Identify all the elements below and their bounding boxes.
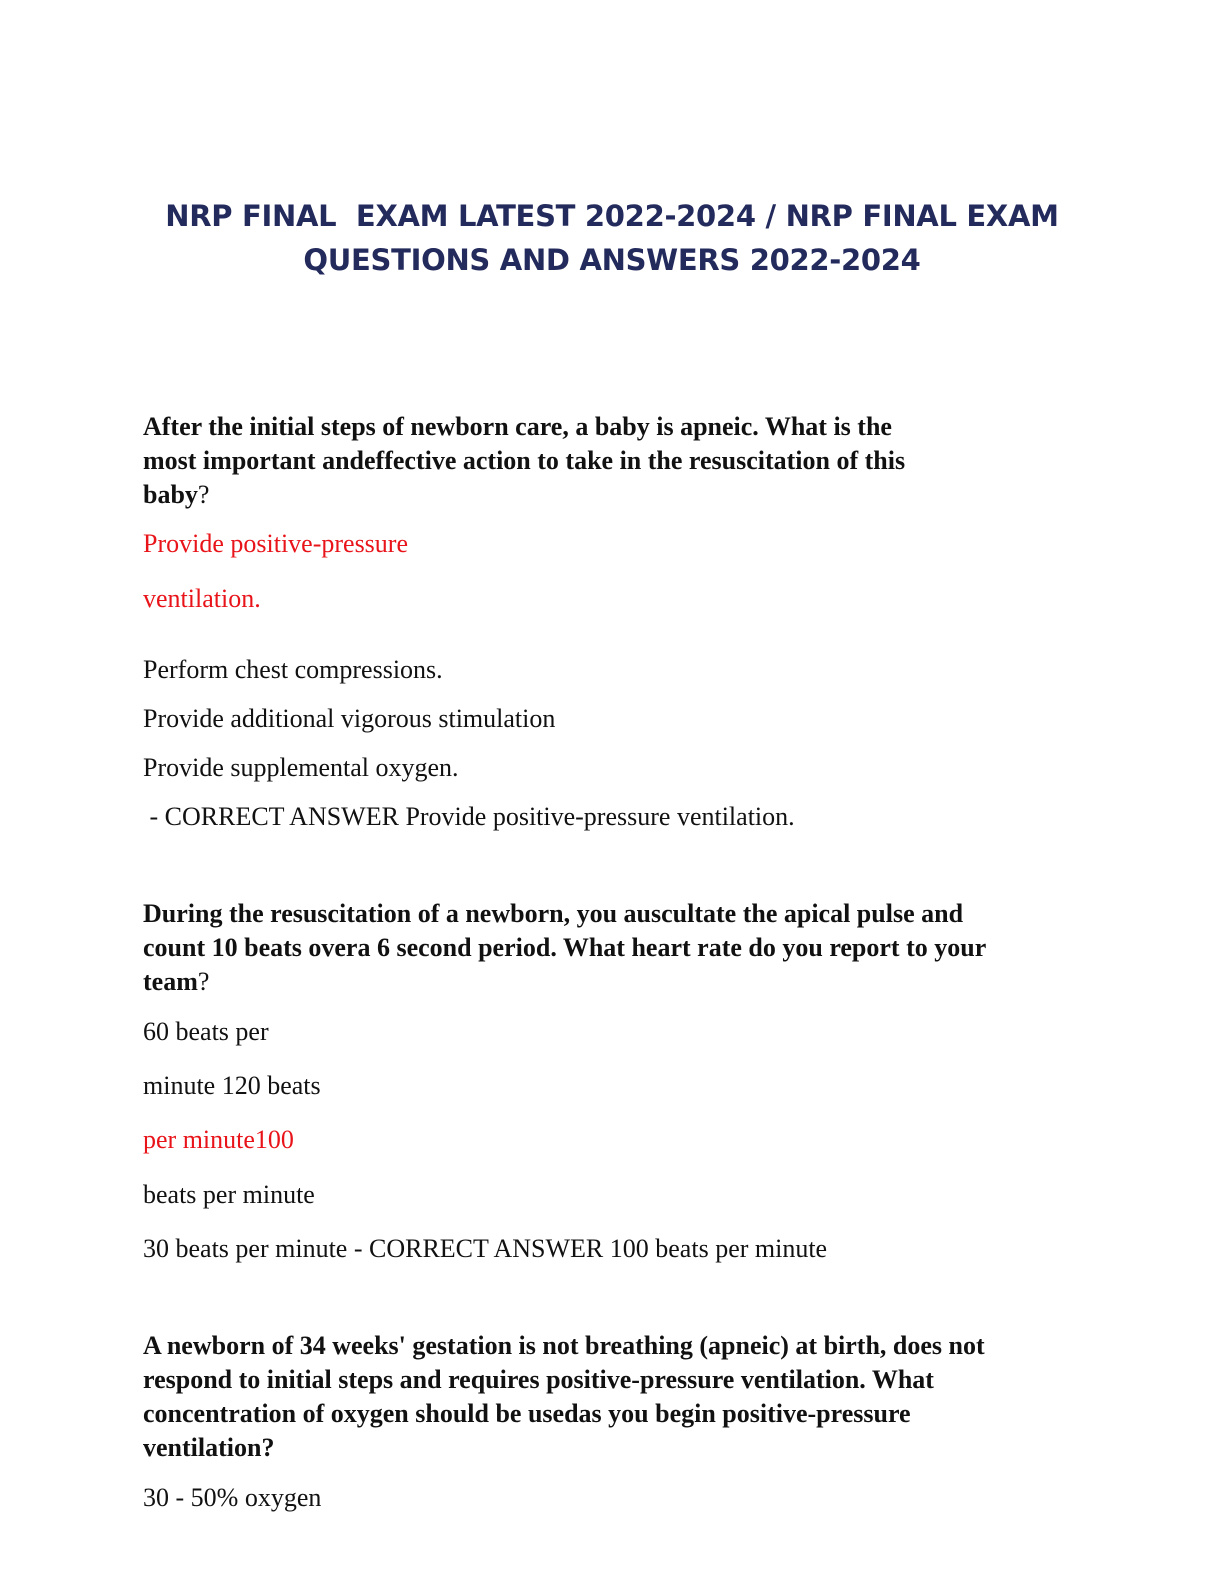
title-line-2: QUESTIONS AND ANSWERS 2022-2024 — [303, 243, 921, 277]
question-1-line-2: most important andeffective action to take in the resuscitation of this — [143, 446, 906, 475]
question-2-line-3-text: team — [143, 967, 198, 996]
question-1-mark: ? — [197, 480, 210, 509]
question-3-line-3: concentration of oxygen should be usedas you begin positive-pressure — [143, 1399, 911, 1428]
question-3-line-2: respond to initial steps and requires positive-pressure ventilation. What — [143, 1365, 934, 1394]
question-2-option-3: per minute100 — [143, 1125, 294, 1154]
question-2-line-2: count 10 beats overa 6 second period. What heart rate do you report to your — [143, 933, 987, 962]
question-1-line-1: After the initial steps of newborn care, a baby is apneic. What is the — [143, 412, 892, 441]
question-3-line-1: A newborn of 34 weeks' gestation is not breathing (apneic) at birth, does not — [143, 1331, 985, 1360]
title-line-1: NRP FINAL EXAM LATEST 2022-2024 / NRP FINAL EXAM — [165, 199, 1059, 233]
question-2-option-4: beats per minute — [143, 1180, 315, 1209]
question-1-line-3-text: baby — [143, 480, 198, 509]
question-2-line-1: During the resuscitation of a newborn, you auscultate the apical pulse and — [143, 899, 964, 928]
question-1-option-2: ventilation. — [143, 584, 261, 613]
question-1-option-5: Provide supplemental oxygen. — [143, 753, 459, 782]
question-1-line-3 — [143, 478, 209, 512]
question-1-correct-answer: - CORRECT ANSWER Provide positive-pressure ventilation. — [143, 802, 795, 831]
question-1-option-4: Provide additional vigorous stimulation — [143, 704, 556, 733]
document-title — [120, 194, 1104, 282]
question-3-line-4: ventilation? — [143, 1433, 275, 1462]
question-1-option-1: Provide positive-pressure — [143, 529, 409, 558]
question-1-option-3: Perform chest compressions. — [143, 655, 443, 684]
question-3-option-1: 30 - 50% oxygen — [143, 1483, 322, 1512]
question-2-mark: ? — [197, 967, 210, 996]
question-2-option-2: minute 120 beats — [143, 1071, 321, 1100]
question-2-line-3 — [143, 965, 209, 999]
question-2-option-1: 60 beats per — [143, 1017, 269, 1046]
question-2-correct-answer: 30 beats per minute - CORRECT ANSWER 100 beats per minute — [143, 1234, 828, 1263]
